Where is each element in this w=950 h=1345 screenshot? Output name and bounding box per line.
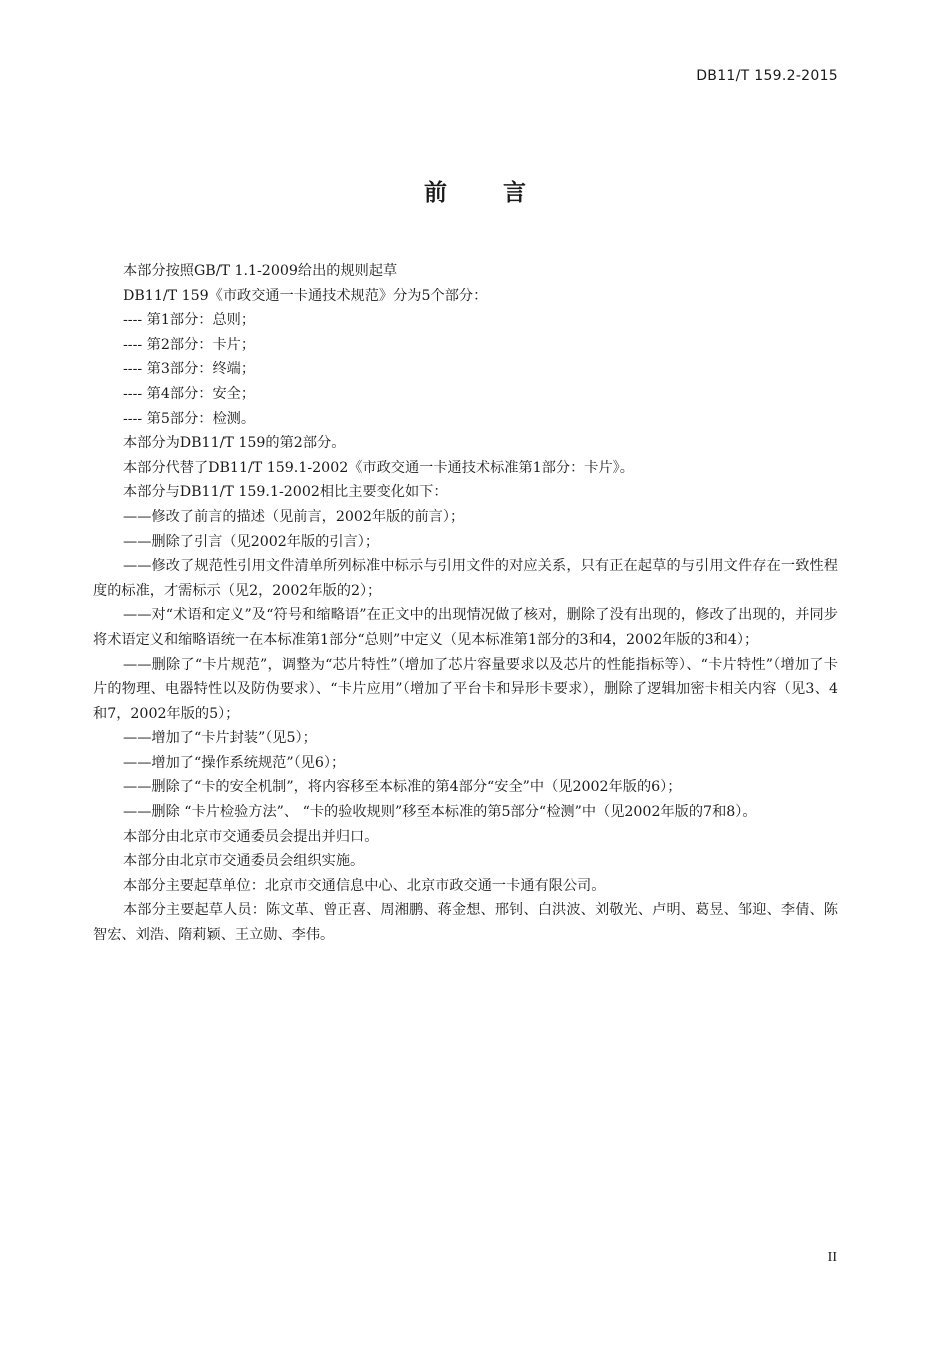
page-number: II xyxy=(827,1250,837,1265)
document-code: DB11/T 159.2-2015 xyxy=(696,68,838,84)
list-item: ---- 第5部分：检测。 xyxy=(123,410,256,427)
change-item: ——删除 “卡片检验方法”、 “卡的验收规则”移至本标准的第5部分“检测”中（见2002年版的7和8）。 xyxy=(123,804,757,821)
paragraph: 本部分主要起草单位：北京市交通信息中心、北京市政交通一卡通有限公司。 xyxy=(123,877,606,894)
change-item: ——删除了“卡的安全机制”，将内容移至本标准的第4部分“安全”中（见2002年版的6）； xyxy=(123,779,682,796)
paragraph: 本部分按照GB/T 1.1-2009给出的规则起草 xyxy=(123,263,398,279)
paragraph: 本部分由北京市交通委员会组织实施。 xyxy=(123,853,365,870)
paragraph: 本部分主要起草人员：陈文革、曾正喜、周湘鹏、蒋金想、邢钊、白洪波、刘敬光、卢明、葛昱、邹迎、李倩、陈智宏、刘浩、隋莉颖、王立勋、李伟。 xyxy=(93,902,838,944)
change-item: ——对“术语和定义”及“符号和缩略语”在正文中的出现情况做了核对，删除了没有出现的，修改了出现的，并同步将术语定义和缩略语统一在本标准第1部分“总则”中定义（见本标准第1部分的3和4，2002年版的3和4）； xyxy=(93,607,838,648)
paragraph: 本部分为DB11/T 159的第2部分。 xyxy=(123,435,346,452)
list-item: ---- 第2部分：卡片； xyxy=(123,336,256,353)
change-item: ——修改了前言的描述（见前言，2002年版的前言）； xyxy=(123,508,465,525)
list-item: ---- 第4部分：安全； xyxy=(123,385,256,402)
change-item: ——增加了“操作系统规范”（见6）； xyxy=(123,754,346,771)
change-item: ——删除了引言（见2002年版的引言）； xyxy=(123,533,380,550)
paragraph: DB11/T 159《市政交通一卡通技术规范》分为5个部分： xyxy=(123,287,488,304)
page-title: 前言 xyxy=(424,180,582,206)
list-item: ---- 第3部分：终端； xyxy=(123,361,256,378)
foreword-body xyxy=(93,259,838,948)
change-item: ——增加了“卡片封装”（见5）； xyxy=(123,730,317,747)
paragraph: 本部分代替了DB11/T 159.1-2002《市政交通一卡通技术标准第1部分：卡片》。 xyxy=(123,459,634,476)
paragraph: 本部分与DB11/T 159.1-2002相比主要变化如下： xyxy=(123,484,448,501)
list-item: ---- 第1部分：总则； xyxy=(123,312,256,329)
change-item: ——修改了规范性引用文件清单所列标准中标示与引用文件的对应关系，只有正在起草的与引用文件存在一致性程度的标准，才需标示（见2，2002年版的2）； xyxy=(93,558,838,599)
change-item: ——删除了“卡片规范”，调整为“芯片特性”（增加了芯片容量要求以及芯片的性能指标等）、“卡片特性”（增加了卡片的物理、电器特性以及防伪要求）、“卡片应用”（增加了平台卡和异形卡要求），删除了逻辑加密卡相关内容（见3、4和7，2002年版的5）； xyxy=(93,656,838,722)
paragraph: 本部分由北京市交通委员会提出并归口。 xyxy=(123,828,379,845)
